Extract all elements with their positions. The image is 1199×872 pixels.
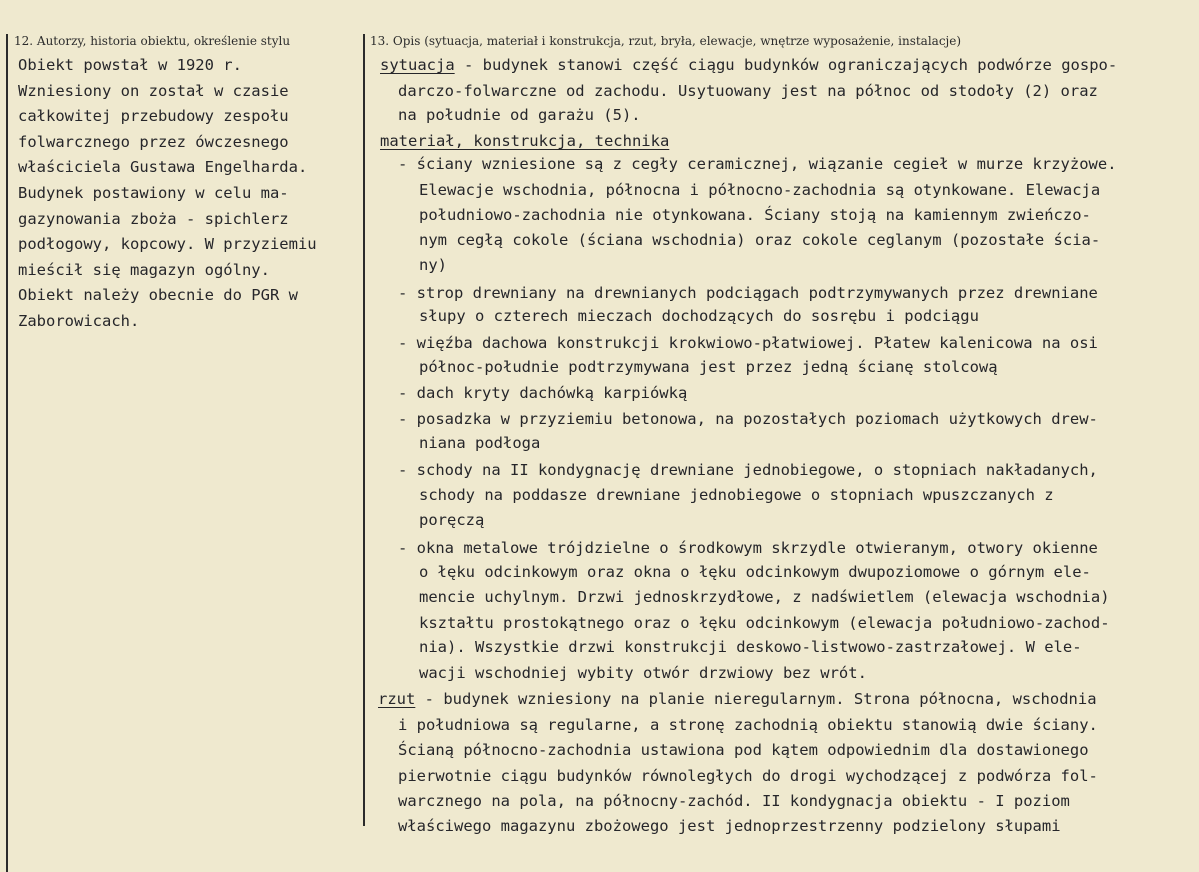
material-line: kształtu prostokątnego oraz o łęku odcinkowym (elewacja południowo-zachod- [419,614,1110,632]
rzut-line: właściwego magazynu zbożowego jest jednoprzestrzenny podzielony słupami [398,817,1061,835]
material-line: ny) [419,256,447,274]
material-line: - ściany wzniesione są z cegły ceramicznej, wiązanie cegieł w murze krzyżowe. [398,155,1117,173]
material-line: południowo-zachodnia nie otynkowana. Ściany stoją na kamiennym zwieńczo- [419,206,1091,224]
material-line: schody na poddasze drewniane jednobiegowe o stopniach wpuszczanych z [419,486,1054,504]
material-line: północ-południe podtrzymywana jest przez jedną ścianę stolcową [419,358,998,376]
history-line: właściciela Gustawa Engelharda. [18,158,308,177]
rzut-line-1: rzut - budynek wzniesiony na planie nieregularnym. Strona północna, wschodnia [378,690,1097,708]
sytuacja-label: sytuacja [380,56,455,74]
sytuacja-line-1: sytuacja - budynek stanowi część ciągu budynków ograniczających podwórze gospo- [380,56,1118,74]
history-line: Obiekt powstał w 1920 r. [18,56,242,74]
history-line: folwarcznego przez ówczesnego [18,132,289,151]
rzut-line: i południowa są regularne, a stronę zachodnią obiektu stanowią dwie ściany. [398,716,1098,734]
rzut-line: warcznego na pola, na północny-zachód. II kondygnacja obiektu - I poziom [398,792,1070,810]
material-line: o łęku odcinkowym oraz okna o łęku odcinkowym dwupoziomowe o górnym ele- [419,563,1091,581]
material-line: - okna metalowe trójdzielne o środkowym skrzydle otwieranym, otwory okienne [398,539,1098,557]
material-line: nym cegłą cokole (ściana wschodnia) oraz cokole ceglanym (pozostałe ścia- [419,231,1101,249]
material-line: - posadzka w przyziemiu betonowa, na pozostałych poziomach użytkowych drew- [398,410,1098,428]
rzut-label: rzut [378,690,416,708]
rzut-line: pierwotnie ciągu budynków równoległych do drogi wychodzącej z podwórza fol- [398,767,1098,785]
material-line: mencie uchylnym. Drzwi jednoskrzydłowe, z nadświetlem (elewacja wschodnia) [419,588,1110,606]
material-line: - więźba dachowa konstrukcji krokwiowo-płatwiowej. Płatew kalenicowa na osi [398,334,1098,352]
history-line: Zaborowicach. [18,311,140,330]
material-line: słupy o czterech mieczach dochodzących do sosrębu i podciągu [419,307,979,325]
right-column-header: 13. Opis (sytuacja, materiał i konstrukcja, rzut, bryła, elewacje, wnętrze wyposażenie, instalacje) [370,34,962,48]
history-line: podłogowy, kopcowy. W przyziemiu [18,235,317,254]
history-line: mieścił się magazyn ogólny. [18,260,270,279]
material-line: - strop drewniany na drewnianych podciągach podtrzymywanych przez drewniane [398,284,1098,302]
rzut-line: Ścianą północno-zachodnia ustawiona pod kątem odpowiednim dla dostawionego [398,741,1089,759]
history-line: Budynek postawiony w celu ma- [18,183,289,202]
material-line: Elewacje wschodnia, północna i północno-zachodnia są otynkowane. Elewacja [419,181,1101,199]
material-line: - schody na II kondygnację drewniane jednobiegowe, o stopniach nakładanych, [398,461,1098,479]
sytuacja-line: na południe od garażu (5). [398,106,641,124]
material-line: nia). Wszystkie drzwi konstrukcji deskowo-listwowo-zastrzałowej. W ele- [419,638,1082,656]
material-line: niana podłoga [419,434,541,452]
material-line: - dach kryty dachówką karpiówką [398,384,688,402]
history-line: Wzniesiony on został w czasie [18,81,289,100]
material-line: wacji wschodniej wybity otwór drzwiowy bez wrót. [419,664,867,682]
history-line: Obiekt należy obecnie do PGR w [18,286,298,305]
sytuacja-line: darczo-folwarczne od zachodu. Usytuowany jest na północ od stodoły (2) oraz [398,82,1098,100]
material-line: poręczą [419,511,485,529]
material-label: materiał, konstrukcja, technika [380,132,670,150]
history-line: całkowitej przebudowy zespołu [18,107,289,126]
left-column-header: 12. Autorzy, historia obiektu, określenie stylu [14,34,291,48]
history-line: gazynowania zboża - spichlerz [18,209,289,228]
